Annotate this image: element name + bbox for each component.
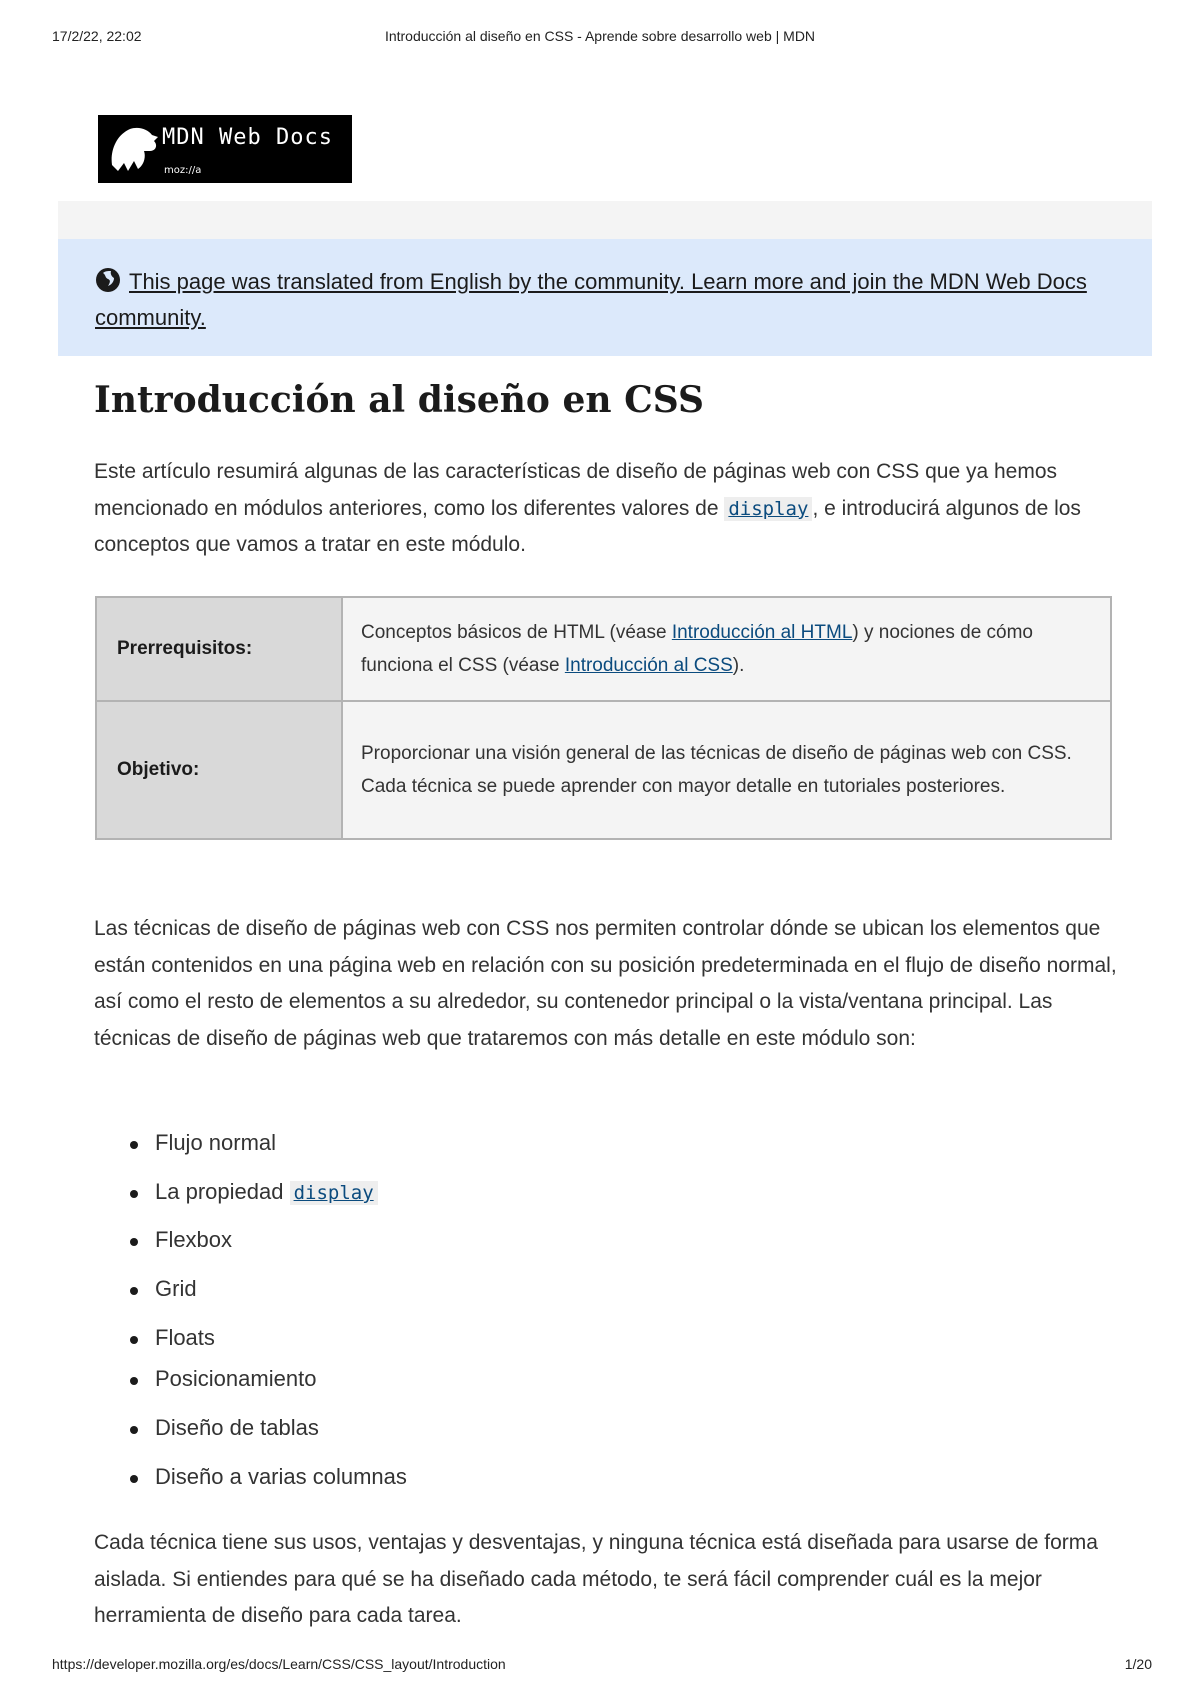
intro-paragraph — [94, 454, 1124, 564]
objective-label: Objetivo: — [96, 701, 342, 839]
list-item-prefix: La propiedad — [155, 1179, 290, 1204]
translation-notice — [58, 239, 1152, 356]
bullet-icon — [130, 1426, 138, 1434]
bullet-icon — [130, 1190, 138, 1198]
bullet-icon — [130, 1377, 138, 1385]
logo-text: MDN Web Docs — [162, 125, 333, 150]
list-item-text: Posicionamiento — [155, 1366, 317, 1391]
page-title: Introducción al diseño en CSS — [94, 379, 704, 421]
prereq-text-middle: ) y nociones de cómo funciona el CSS (véase — [361, 622, 1033, 676]
display-code-link[interactable]: display — [290, 1181, 378, 1205]
mozilla-logo — [162, 159, 330, 181]
prereq-text-after: ). — [732, 655, 745, 676]
intro-html-link[interactable]: Introducción al HTML — [671, 622, 853, 643]
list-item-text: Diseño a varias columnas — [155, 1464, 407, 1489]
display-code-link[interactable]: display — [724, 497, 812, 521]
intro-text-before: Este artículo resumirá algunas de las características de diseño de páginas web con CSS que ya hemos mencionado en módulos anteriores, como los diferentes valores de — [94, 460, 1058, 520]
mozilla-logo-text: moz://a — [164, 165, 202, 176]
print-url: https://developer.mozilla.org/es/docs/Learn/CSS/CSS_layout/Introduction — [52, 1656, 506, 1672]
prerequisites-table — [95, 596, 1112, 840]
top-nav-bar — [58, 201, 1152, 239]
table-row — [96, 597, 1111, 701]
mdn-logo[interactable] — [98, 115, 352, 183]
print-datetime: 17/2/22, 22:02 — [52, 28, 142, 44]
intro-css-link[interactable]: Introducción al CSS — [564, 655, 733, 676]
globe-icon — [95, 267, 121, 293]
bullet-icon — [130, 1141, 138, 1149]
bullet-icon — [130, 1238, 138, 1246]
print-page-title: Introducción al diseño en CSS - Aprende sobre desarrollo web | MDN — [384, 28, 816, 44]
translation-community-link[interactable]: This page was translated from English by the community. Learn more and join the MDN Web Docs community. — [95, 269, 1087, 330]
bullet-icon — [130, 1336, 138, 1344]
print-footer — [0, 1656, 1200, 1676]
prerequisites-value — [342, 597, 1111, 701]
list-item-text: Diseño de tablas — [155, 1415, 319, 1440]
list-item-text: Grid — [155, 1276, 197, 1301]
list-item-text: Flujo normal — [155, 1130, 277, 1155]
page-number: 1/20 — [1124, 1656, 1152, 1672]
notice-text — [95, 264, 1115, 336]
list-item-text: Floats — [155, 1325, 215, 1350]
bullet-icon — [130, 1287, 138, 1295]
intro-text-after: , e introducirá algunos de los conceptos que vamos a tratar en este módulo. — [94, 496, 1081, 556]
conclusion-paragraph: Cada técnica tiene sus usos, ventajas y desventajas, y ninguna técnica está diseñada para usarse de forma aislada. Si entiendes para qué se ha diseñado cada método, te será fácil comprender cuál es la mejor herramienta de diseño para cada tarea. — [94, 1531, 1098, 1627]
layout-techniques-paragraph: Las técnicas de diseño de páginas web con CSS nos permiten controlar dónde se ubican los elementos que están contenidos en una página web en relación con su posición predeterminada en el flujo de diseño normal, así como el resto de elementos a su alrededor, su contenedor principal o la vista/ventana principal. Las técnicas de diseño de páginas web que trataremos con más detalle en este módulo son: — [94, 917, 1117, 1050]
table-row — [96, 701, 1111, 839]
dinosaur-icon — [104, 121, 164, 177]
list-item-text — [155, 1179, 378, 1205]
print-header — [0, 28, 1200, 48]
bullet-icon — [130, 1475, 138, 1483]
prerequisites-label: Prerrequisitos: — [96, 597, 342, 701]
prereq-text-before: Conceptos básicos de HTML (véase — [361, 622, 672, 643]
objective-value: Proporcionar una visión general de las técnicas de diseño de páginas web con CSS. Cada técnica se puede aprender con mayor detalle en tutoriales posteriores. — [342, 701, 1111, 839]
list-item-text: Flexbox — [155, 1227, 233, 1252]
